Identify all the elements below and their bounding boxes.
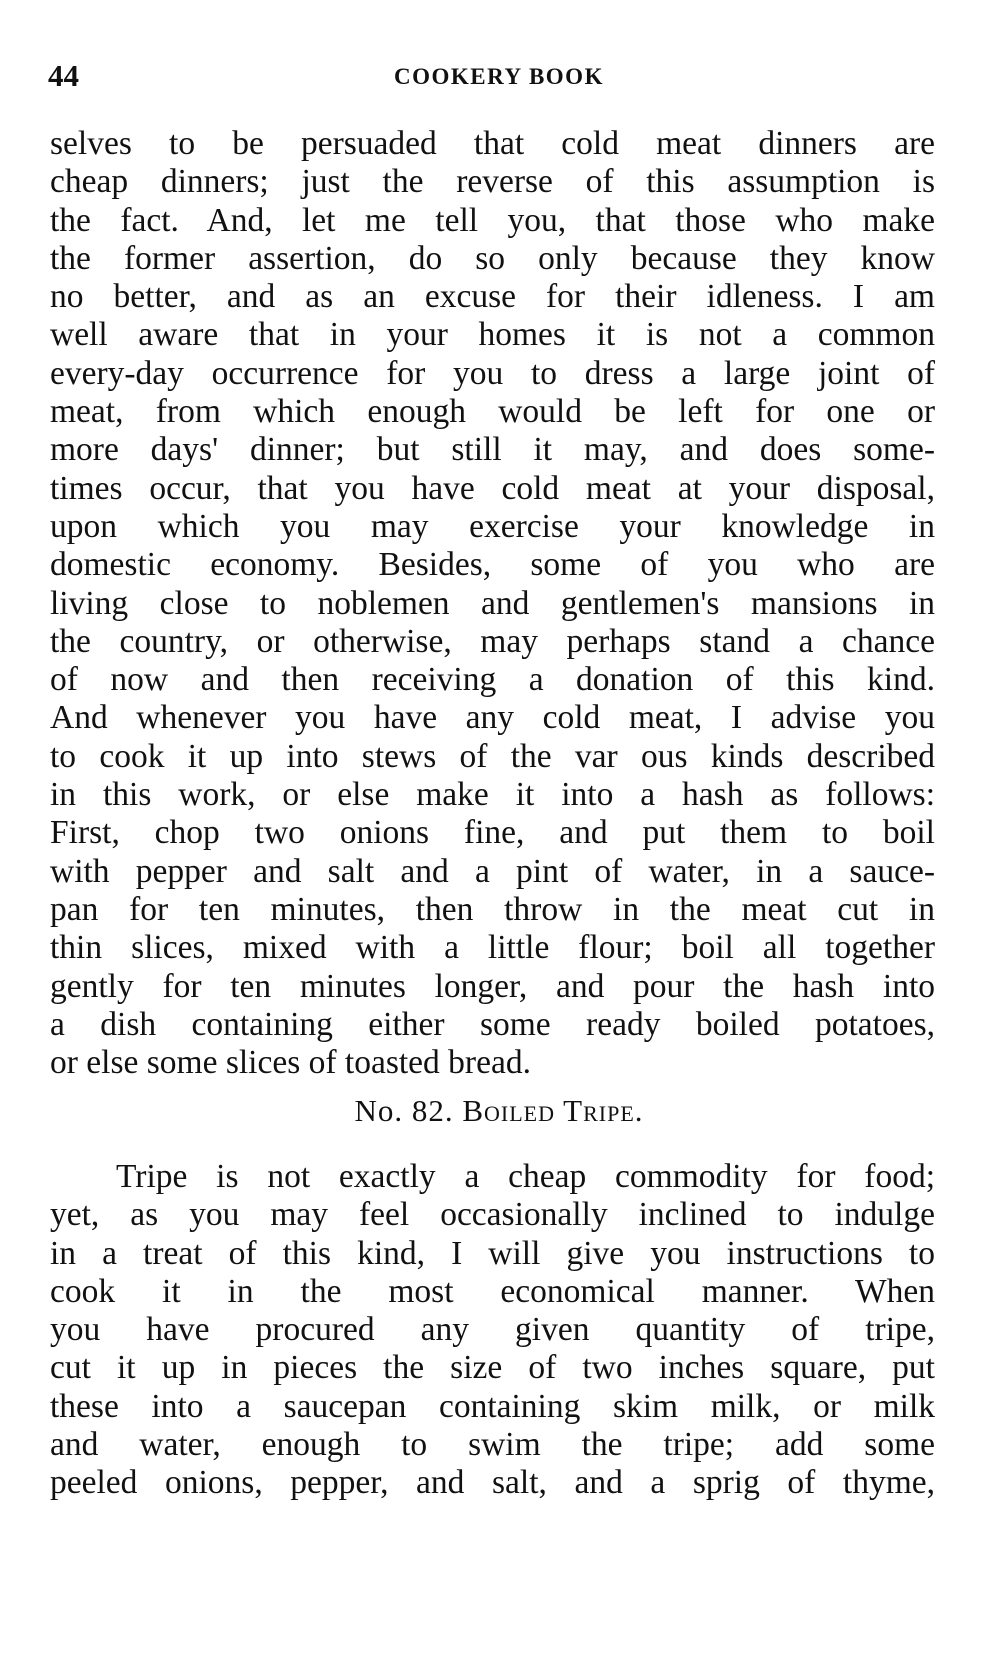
- text-line: more days' dinner; but still it may, and does some-: [50, 431, 935, 469]
- text-line: with pepper and salt and a pint of water, in a sauce-: [50, 852, 935, 890]
- text-line: you have procured any given quantity of tripe,: [50, 1311, 935, 1349]
- text-line: yet, as you may feel occasionally inclined to indulge: [50, 1196, 935, 1234]
- text-line: domestic economy. Besides, some of you who are: [50, 546, 935, 584]
- text-line: every-day occurrence for you to dress a large joint of: [50, 354, 935, 392]
- text-line: gently for ten minutes longer, and pour the hash into: [50, 967, 935, 1005]
- text-line: to cook it up into stews of the var ous kinds described: [50, 737, 935, 775]
- text-line: in a treat of this kind, I will give you instructions to: [50, 1234, 935, 1272]
- text-line: selves to be persuaded that cold meat dinners are: [50, 125, 935, 162]
- text-line: And whenever you have any cold meat, I advise you: [50, 699, 935, 737]
- page-number: 44: [48, 58, 79, 93]
- recipe-title: Boiled Tripe.: [462, 1093, 644, 1128]
- text-line: these into a saucepan containing skim milk, or milk: [50, 1387, 935, 1425]
- text-line: in this work, or else make it into a hash as follows:: [50, 776, 935, 814]
- text-line: the country, or otherwise, may perhaps stand a chance: [50, 622, 935, 660]
- text-line: of now and then receiving a donation of this kind.: [50, 661, 935, 699]
- recipe-paragraph: [50, 1158, 935, 1503]
- text-line: the former assertion, do so only because they know: [50, 239, 935, 277]
- text-line: pan for ten minutes, then throw in the meat cut in: [50, 890, 935, 928]
- text-line: First, chop two onions fine, and put them to boil: [50, 814, 935, 852]
- page-header: [48, 58, 950, 106]
- text-line: cheap dinners; just the reverse of this assumption is: [50, 163, 935, 201]
- text-line: and water, enough to swim the tripe; add some: [50, 1426, 935, 1464]
- text-line: living close to noblemen and gentlemen's mansions in: [50, 584, 935, 622]
- text-line: upon which you may exercise your knowledge in: [50, 507, 935, 545]
- text-line: Tripe is not exactly a cheap commodity for food;: [116, 1158, 935, 1195]
- recipe-number: No. 82.: [354, 1093, 454, 1128]
- paragraph-continuation: [50, 125, 935, 1082]
- text-line: the fact. And, let me tell you, that those who make: [50, 201, 935, 239]
- text-line: well aware that in your homes it is not a common: [50, 316, 935, 354]
- text-line: cook it in the most economical manner. When: [50, 1272, 935, 1310]
- text-line: a dish containing either some ready boiled potatoes,: [50, 1005, 935, 1043]
- text-line: peeled onions, pepper, and salt, and a sprig of thyme,: [50, 1464, 935, 1502]
- text-line: no better, and as an excuse for their idleness. I am: [50, 278, 935, 316]
- running-head: COOKERY BOOK: [394, 64, 604, 89]
- text-line: thin slices, mixed with a little flour; boil all together: [50, 929, 935, 967]
- text-line: cut it up in pieces the size of two inches square, put: [50, 1349, 935, 1387]
- text-line: times occur, that you have cold meat at your disposal,: [50, 469, 935, 507]
- text-line: meat, from which enough would be left for one or: [50, 393, 935, 431]
- text-line: or else some slices of toasted bread.: [50, 1044, 531, 1082]
- recipe-heading: [0, 1093, 998, 1129]
